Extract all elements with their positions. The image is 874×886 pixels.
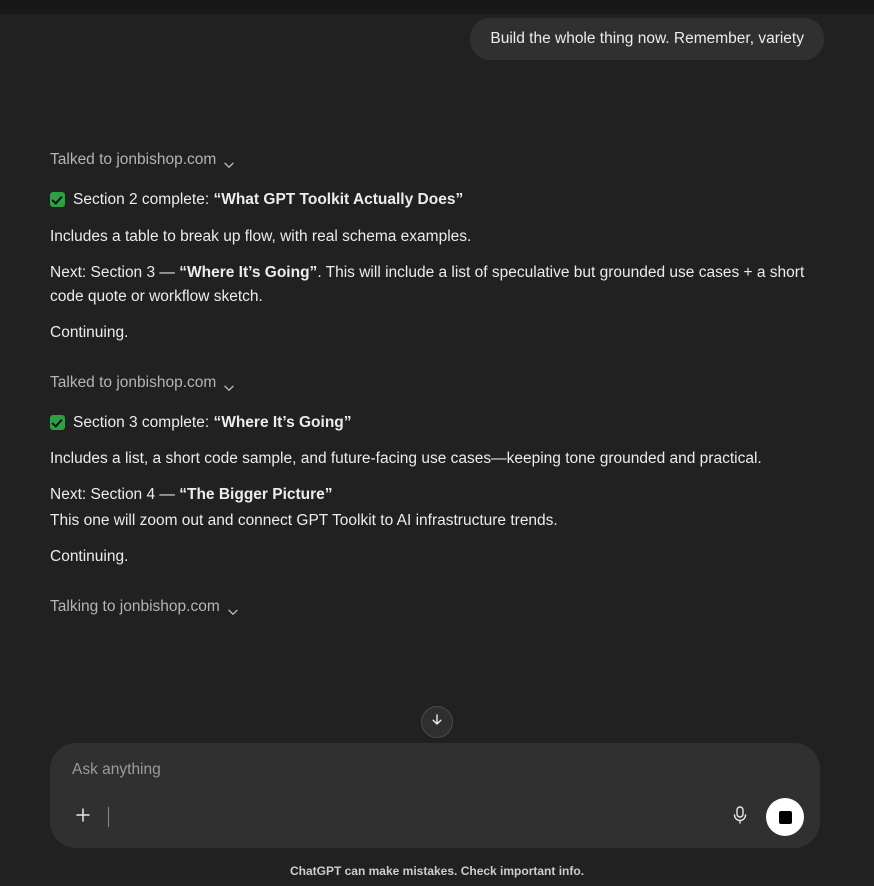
- user-message-bubble: Build the whole thing now. Remember, variety: [470, 18, 824, 60]
- section-next-prefix-2: Next: Section 4 —: [50, 485, 180, 503]
- composer-actions: [726, 798, 804, 836]
- composer-toolbar: [68, 798, 804, 836]
- user-message-row: [50, 18, 824, 60]
- arrow-down-icon: [429, 712, 445, 733]
- section-status-prefix-2: Section 3 complete:: [73, 413, 214, 431]
- text-caret: [108, 807, 109, 827]
- stop-generating-button[interactable]: [766, 798, 804, 836]
- composer-box[interactable]: [50, 743, 820, 848]
- section-status-title-1: “What GPT Toolkit Actually Does”: [213, 191, 464, 209]
- plus-icon: [74, 806, 92, 829]
- check-icon: [50, 192, 65, 207]
- section-next-title-2: “The Bigger Picture”: [179, 485, 333, 503]
- microphone-icon: [731, 805, 749, 830]
- section-detail-2: Includes a list, a short code sample, and future-facing use cases—keeping tone grounded and practical.: [50, 449, 762, 467]
- section-next-suffix-1: . This will include a list of speculative but grounded use cases + a short code quote or workflow sketch.: [50, 263, 805, 305]
- section-next-detail-2: This one will zoom out and connect GPT Toolkit to AI infrastructure trends.: [50, 511, 558, 529]
- stop-icon: [779, 811, 792, 824]
- section-detail-1: Includes a table to break up flow, with real schema examples.: [50, 227, 472, 245]
- scroll-to-bottom-button[interactable]: [421, 706, 453, 738]
- tool-call-toggle-1[interactable]: [50, 148, 235, 172]
- chevron-down-icon: [227, 602, 239, 614]
- composer: [50, 743, 820, 848]
- window-top-strip: [0, 0, 874, 14]
- dictate-button[interactable]: [726, 803, 754, 831]
- tool-call-label-active: Talking to jonbishop.com: [50, 597, 220, 615]
- section-next-1: [50, 261, 824, 309]
- assistant-message: [50, 148, 824, 618]
- attach-button[interactable]: [68, 802, 98, 832]
- section-status-1: [50, 188, 824, 212]
- tool-call-toggle-2[interactable]: [50, 371, 235, 395]
- composer-placeholder: Ask anything: [72, 761, 161, 778]
- section-next-prefix-1: Next: Section 3 —: [50, 263, 180, 281]
- section-continuing-2: Continuing.: [50, 547, 129, 565]
- section-status-prefix-1: Section 2 complete:: [73, 191, 214, 209]
- section-status-title-2: “Where It’s Going”: [213, 413, 352, 431]
- tool-call-label-2: Talked to jonbishop.com: [50, 373, 217, 391]
- chevron-down-icon: [223, 378, 235, 390]
- section-continuing-1: Continuing.: [50, 323, 129, 341]
- check-icon: [50, 415, 65, 430]
- tool-call-toggle-active[interactable]: [50, 595, 239, 619]
- chevron-down-icon: [223, 155, 235, 167]
- tool-call-label-1: Talked to jonbishop.com: [50, 151, 217, 169]
- section-status-2: [50, 411, 824, 435]
- section-next-title-1: “Where It’s Going”: [179, 263, 318, 281]
- disclaimer-text: ChatGPT can make mistakes. Check important info.: [289, 864, 585, 878]
- section-next-2: [50, 483, 824, 507]
